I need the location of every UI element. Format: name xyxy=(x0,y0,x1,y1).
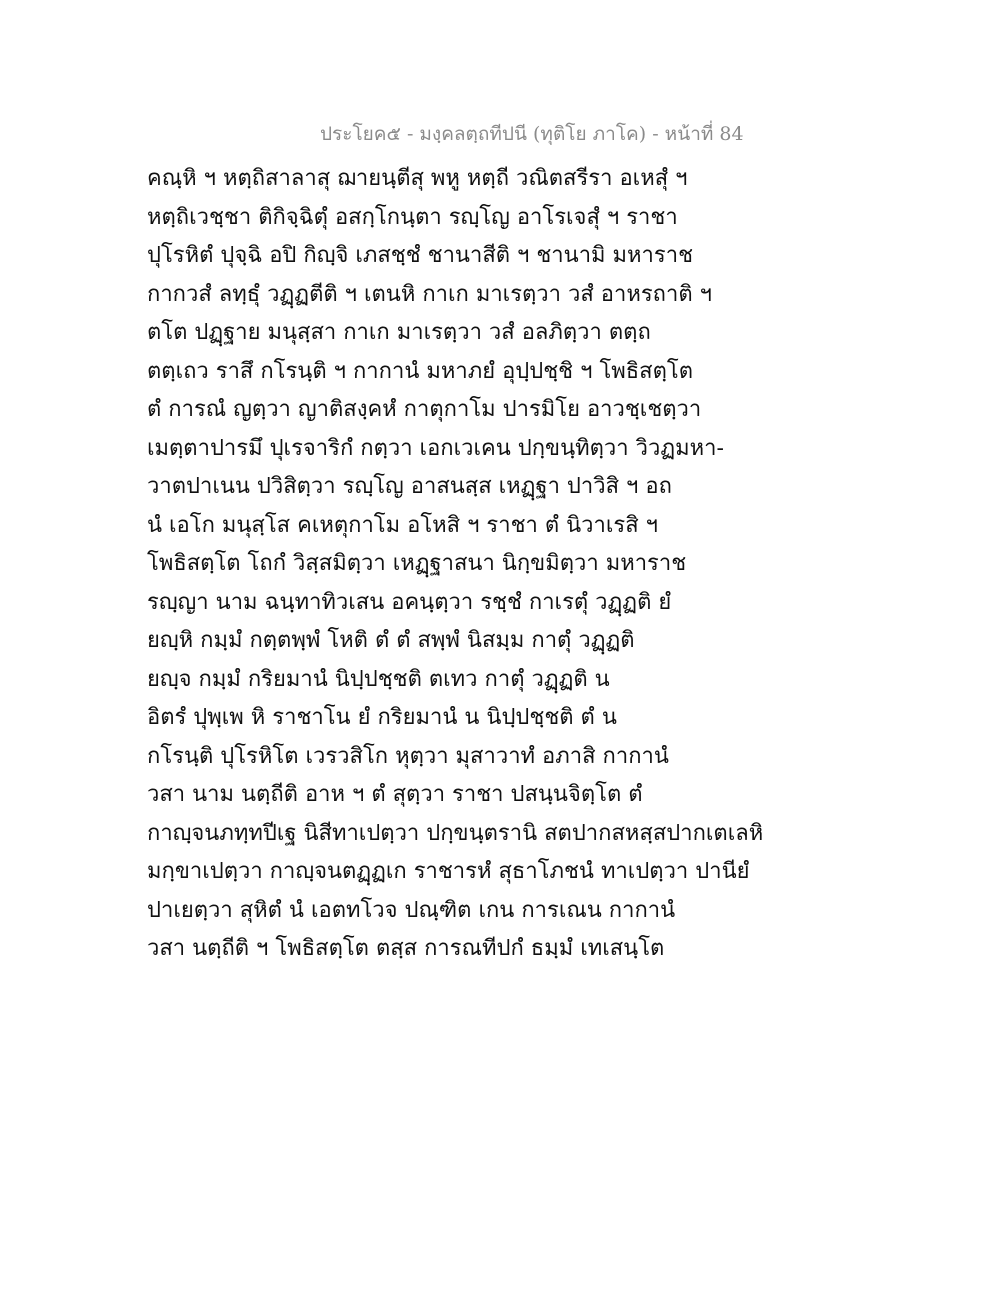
text-line: วสา นตฺถีติ ฯ โพธิสตฺโต ตสฺส การณทีปกํ ธมฺมํ เทเสนฺโต xyxy=(147,936,665,961)
text-line: นํ เอโก มนุสฺโส คเหตุกาโม อโหสิ ฯ ราชา ตํ นิวาเรสิ ฯ xyxy=(147,512,658,538)
text-line: ยญฺจ กมฺมํ กริยมานํ นิปฺปชฺชติ ตเทว กาตุํ วฏฺฏติ น xyxy=(147,666,610,692)
text-line: กากวสํ ลทฺธุํ วฏฺฏตีติ ฯ เตนหิ กาเก มาเรตฺวา วสํ อาหรถาติ ฯ xyxy=(147,281,712,307)
text-line: มกฺขาเปตฺวา กาญฺจนตฏฺฏเก ราชารหํ สุธาโภชนํ ทาเปตฺวา ปานียํ xyxy=(147,859,750,884)
text-line: อิตรํ ปุพฺเพ หิ ราชาโน ยํ กริยมานํ น นิปฺปชฺชติ ตํ น xyxy=(147,705,617,730)
text-line: กโรนฺติ ปุโรหิโต เวรวสิโก หุตฺวา มุสาวาทํ อภาสิ กากานํ xyxy=(147,743,669,769)
text-line: หตฺถิเวชฺชา ติกิจฺฉิตุํ อสกฺโกนฺตา รญฺโญ อาโรเจสุํ ฯ ราชา xyxy=(147,204,678,230)
text-line: วาตปาเนน ปวิสิตฺวา รญฺโญ อาสนสฺส เหฏฺฐา ปาวิสิ ฯ อถ xyxy=(147,474,672,499)
text-line: ตํ การณํ ญตฺวา ญาติสงฺคหํ กาตุกาโม ปารมิโย อาวชฺเชตฺวา xyxy=(147,397,702,422)
text-line: ตโต ปฏฺฐาย มนุสฺสา กาเก มาเรตฺวา วสํ อลภิตฺวา ตตฺถ xyxy=(147,320,651,345)
text-line: โพธิสตฺโต โถกํ วิสฺสมิตฺวา เหฏฺฐาสนา นิกฺขมิตฺวา มหาราช xyxy=(147,551,687,576)
text-line: เมตฺตาปารมึ ปุเรจาริกํ กตฺวา เอกเวเคน ปกฺขนฺทิตฺวา วิวฏมหา- xyxy=(147,435,724,461)
text-line: วสา นาม นตฺถีติ อาห ฯ ตํ สุตฺวา ราชา ปสนฺนจิตฺโต ตํ xyxy=(147,782,643,807)
page-header: ประโยค๕ - มงฺคลตฺถทีปนี (ทุติโย ภาโค) - หน้าที่ 84 xyxy=(320,123,744,145)
text-line: รญฺญา นาม ฉนฺทาทิวเสน อคนฺตฺวา รชฺชํ กาเรตุํ วฏฺฏติ ยํ xyxy=(147,589,672,615)
text-line: กาญฺจนภทฺทปีเฐ นิสีทาเปตฺวา ปกฺขนฺตรานิ สตปากสหสฺสปากเตเลหิ xyxy=(147,820,764,846)
text-line: คณฺหิ ฯ หตฺถิสาลาสุ ฌายนฺตีสุ พหู หตฺถี วณิตสรีรา อเหสุํ ฯ xyxy=(147,166,688,191)
body-text xyxy=(147,160,764,969)
text-line: ยญฺหิ กมฺมํ กตฺตพฺพํ โหติ ตํ ตํ สพฺพํ นิสมฺม กาตุํ วฏฺฏติ xyxy=(147,628,635,653)
text-line: ตตฺเถว ราสึ กโรนฺติ ฯ กากานํ มหาภยํ อุปฺปชฺชิ ฯ โพธิสตฺโต xyxy=(147,358,694,384)
text-line: ปาเยตฺวา สุหิตํ นํ เอตทโวจ ปณฺฑิต เกน การเณน กากานํ xyxy=(147,897,676,923)
text-line: ปุโรหิตํ ปุจฺฉิ อปิ กิญฺจิ เภสชฺชํ ชานาสีติ ฯ ชานามิ มหาราช xyxy=(147,243,694,268)
